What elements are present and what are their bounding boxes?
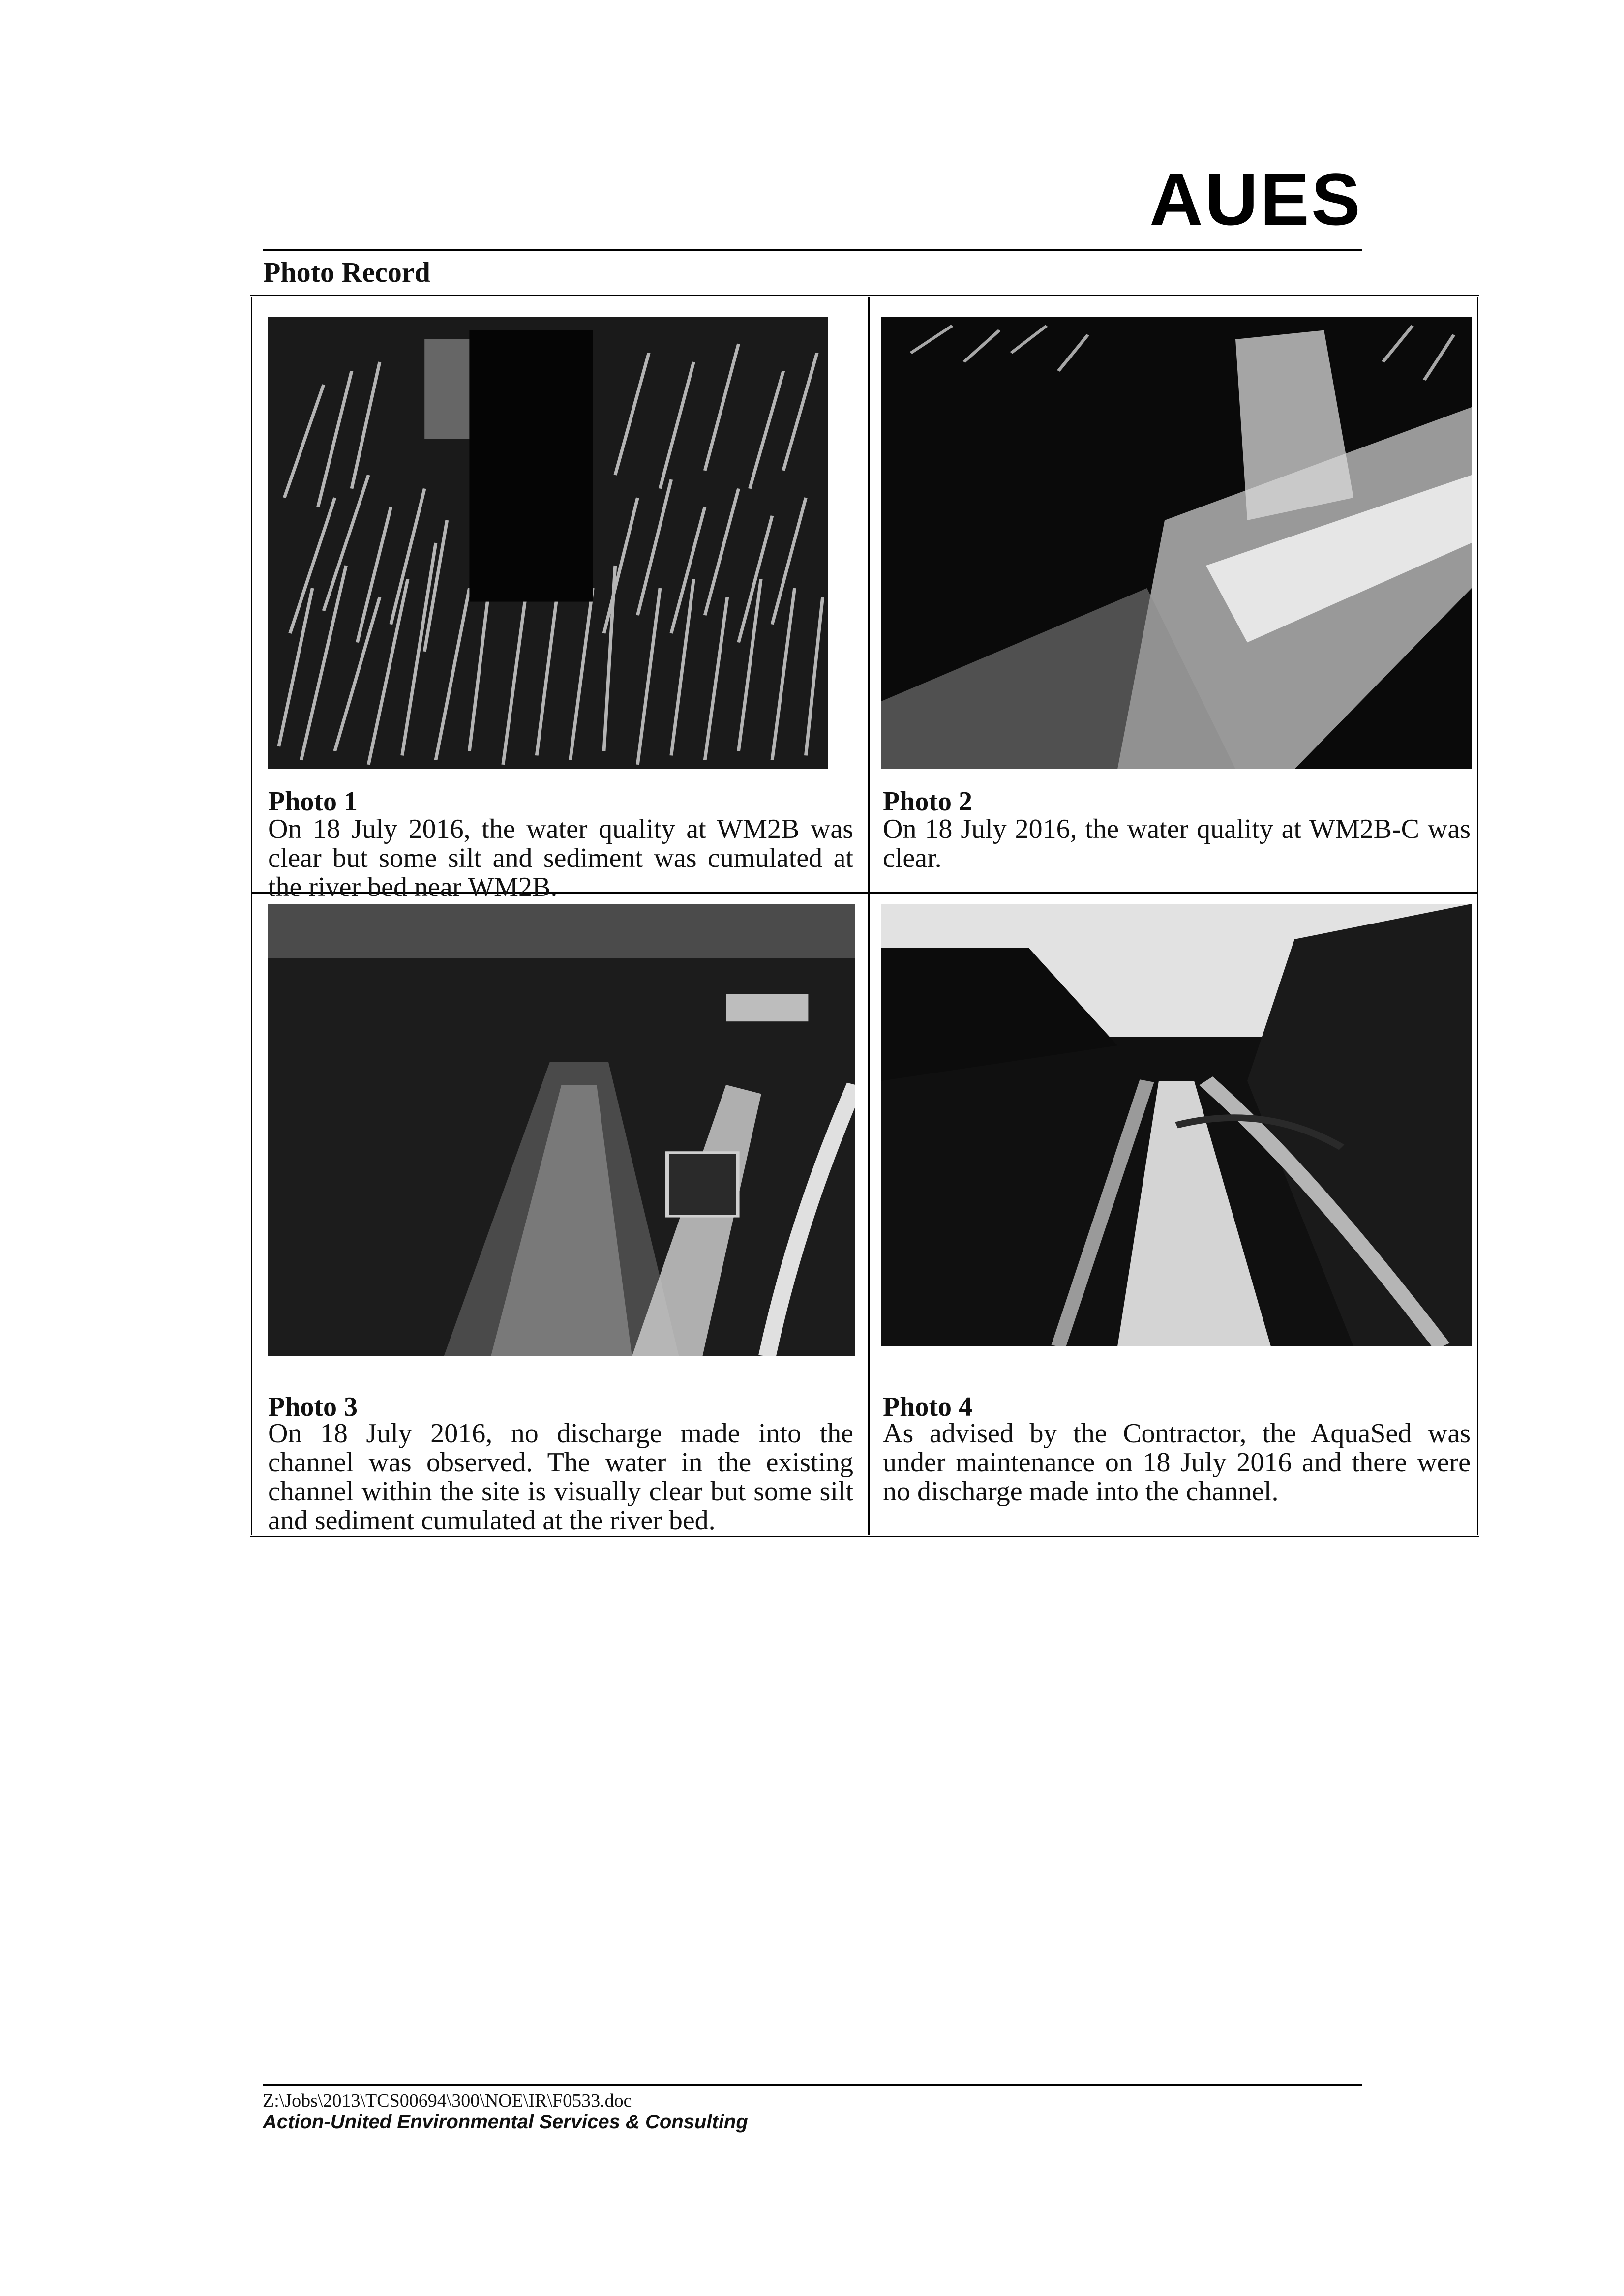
photo-cell-4 (870, 894, 1477, 1535)
photo-1-image (268, 317, 828, 769)
photo-cell-1 (252, 297, 868, 902)
footer-company-name: Action-United Environmental Services & Consulting (263, 2111, 748, 2133)
photo-4-caption: As advised by the Contractor, the AquaSed was under maintenance on 18 July 2016 and there were no discharge made into the channel. (883, 1418, 1471, 1507)
footer-file-path: Z:\Jobs\2013\TCS00694\300\NOE\IR\F0533.doc (263, 2090, 632, 2111)
photo-record-table (250, 295, 1479, 1537)
photo-3-label: Photo 3 (268, 1392, 358, 1422)
photo-2-image (881, 317, 1472, 769)
photo-3-caption: On 18 July 2016, no discharge made into the channel was observed. The water in the existing channel within the site is visually clear but some silt and sediment cumulated at the river bed. (268, 1418, 853, 1536)
photo-2-label: Photo 2 (883, 786, 972, 817)
photo-cell-3 (252, 894, 868, 1535)
photo-2-caption: On 18 July 2016, the water quality at WM2B-C was clear. (883, 814, 1471, 873)
footer-rule (263, 2084, 1362, 2086)
photo-4-label: Photo 4 (883, 1392, 972, 1422)
company-logo: AUES (1149, 158, 1362, 240)
photo-1-label: Photo 1 (268, 786, 358, 817)
photo-3-image (268, 904, 855, 1356)
photo-4-image (881, 904, 1472, 1346)
photo-cell-2 (870, 297, 1477, 892)
header-rule (263, 249, 1362, 251)
page-title: Photo Record (263, 256, 430, 288)
photo-1-caption: On 18 July 2016, the water quality at WM2B was clear but some silt and sediment was cumulated at the river bed near WM2B. (268, 814, 853, 902)
